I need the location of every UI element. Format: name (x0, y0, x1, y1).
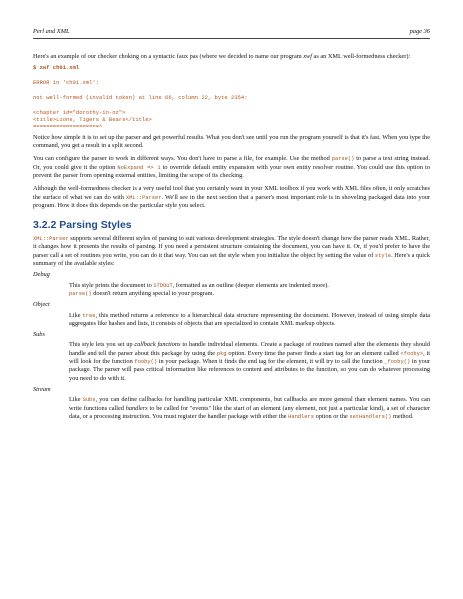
code-line: ERROR in 'ch01.xml': (33, 79, 100, 87)
text: , it will look for the function (69, 349, 430, 366)
text: in your package. The parser will pass critical information like references to content and attributes to the function, so you can do whatever processing you need to do with it. (69, 358, 431, 382)
text: supports several different styles of parsing to suit various development strategies. The style doesn't change how the parser reads XML. Rather, it changes how it presents the results of parsing. If you need a persistent structure containing the document, you can have it. Or, if you'd prefer to have the parser call a set of routines you write, you can do it that way. You can set the style when you initialize the object by setting the value of (33, 235, 430, 259)
inline-code: <fooby> (400, 350, 424, 357)
page-number: page 36 (409, 28, 430, 35)
code-line: ====================^ (33, 123, 103, 131)
paragraph-notice: Notice how simple it is to set up the parser and get powerful results. What you don't see until you run the program yourself is that it's fast. When you type the command, you get a result in a split second. (33, 133, 430, 150)
text: , you can define callbacks for handling particular XML components, but callbacks are more general than element names. You can write functions called (69, 396, 430, 412)
inline-code: STDOUT (153, 282, 173, 289)
text: This style lets you set up (69, 341, 135, 349)
code-line (33, 101, 430, 108)
inline-code: parse() (331, 156, 355, 163)
inline-code: tree (82, 312, 96, 319)
definition-subs (69, 341, 430, 382)
text: option or the (314, 412, 350, 420)
intro-text: Here's an example of our checker choking on a syntactic faux pas (where we decided to name our program (33, 53, 304, 60)
text: . Here's a quick summary of the available styles: (33, 251, 430, 268)
text: Like (69, 311, 83, 319)
text: Like (69, 396, 83, 404)
running-header (33, 28, 430, 39)
inline-code: NoExpand => 1 (117, 164, 161, 171)
code-line (33, 86, 430, 93)
definition-stream (69, 396, 430, 421)
text: method. (391, 412, 414, 420)
text: to be called for "events" like the start of an element (any element, not just a particular kind), a set of character data, or a processing instruction. You must register the handler package with either the (69, 404, 430, 420)
text: in your package. When it finds the end tag for the element, it will try to call the function (157, 358, 385, 366)
text: doesn't return anything special to your program. (91, 289, 215, 297)
inline-code: XML::Parser (125, 194, 162, 201)
text: , this method returns a reference to a hierarchical data structure representing the document. However, instead of using simple data aggregates like hashes and lists, it consists of objects that are specialized to contain XML markup objects. (69, 311, 430, 327)
inline-code: pkg (216, 350, 227, 357)
text: . We'll see in the next section that a parser's most important role is in shoveling packaged data into your program. How it does this depends on the particular style you select. (33, 193, 430, 209)
text: to handle individual elements. Create a package of routines named after the elements they should handle and tell the parser about this package by using the (69, 341, 431, 357)
inline-code: _fooby() (384, 359, 411, 366)
section-heading: 3.2.2 Parsing Styles (33, 219, 132, 232)
term-stream: Stream (33, 385, 51, 393)
text: to parse a text string instead. Or, you could give it the option (33, 155, 431, 171)
code-line: <title>Lions, Tigers & Bears</title> (33, 116, 152, 124)
inline-code: parse() (69, 290, 92, 297)
inline-code: fooby() (134, 359, 158, 366)
paragraph-checker (33, 185, 430, 210)
program-name: xwf (303, 53, 312, 60)
paragraph-configure (33, 155, 430, 180)
text: option. Every time the parser finds a start tag for an element called (226, 349, 401, 357)
term-debug: Debug (33, 271, 50, 279)
code-line (33, 72, 430, 79)
inline-code: style (374, 252, 392, 259)
intro-paragraph (33, 53, 430, 61)
intro-text-end: as an XML well-formedness checker): (311, 53, 411, 60)
definition-debug (69, 282, 430, 299)
emphasis: callback functions (134, 341, 181, 349)
term-object: Object (33, 301, 50, 309)
term-subs: Subs (33, 331, 45, 339)
text: Although the well-formedness checker is a very useful tool that you certainly want in your XML toolbox if you work with XML files often, it only scratches the surface of what we can do with (33, 185, 430, 201)
text: You can configure the parser to work in different ways. You don't have to parse a file, for example. Use the method (33, 155, 332, 163)
text: This style prints the document to (69, 281, 154, 289)
inline-code: XML::Parser (33, 236, 69, 243)
code-line: $ xwf ch01.xml (33, 64, 80, 72)
inline-code: setHandlers() (349, 413, 392, 420)
inline-code: Subs (82, 397, 96, 404)
code-line: <chapter id="dorothy-in-oz"> (33, 108, 126, 116)
emphasis: handlers (125, 404, 148, 412)
code-line: not well-formed (invalid token) at line 66, column 22, byte 2354: (33, 93, 248, 101)
header-title: Perl and XML (33, 28, 70, 35)
text: , formatted as an outline (deeper elements are indented more). (172, 281, 329, 289)
code-block (33, 64, 430, 131)
paragraph-styles-intro (33, 235, 430, 268)
text: to override default entity expansion with your own entity resolver routine. You could use this option to prevent the parser from opening external entities, limiting the scope of its checking. (33, 163, 430, 179)
definition-object (69, 312, 430, 329)
inline-code: Handlers (288, 413, 314, 420)
document-page (33, 28, 430, 421)
